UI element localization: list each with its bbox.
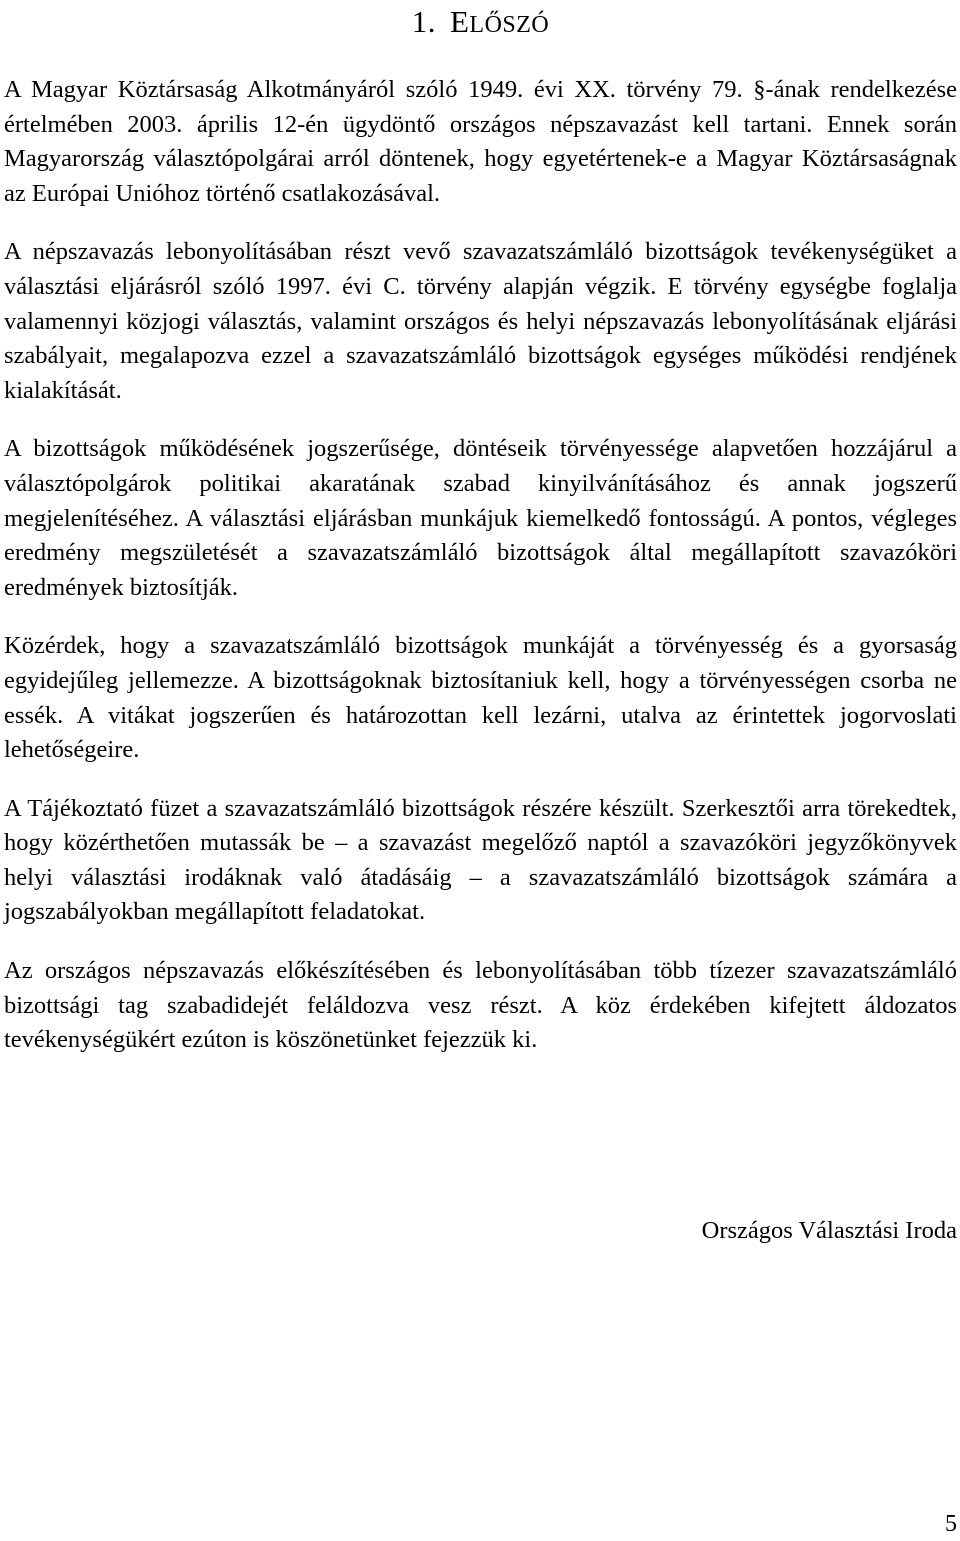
paragraph-5: A Tájékoztató füzet a szavazatszámláló bizottságok részére készült. Szerkesztői arra törekedtek, hogy közérthetően mutassák be – a szavazást megelőző naptól a szavazóköri jegyzőkönyvek helyi választási irodáknak való átadásáig – a szavazatszámláló bizottságok számára a jogszabályokban megállapított feladatokat. xyxy=(4,794,957,926)
section-heading xyxy=(4,0,957,42)
paragraph-3: A bizottságok működésének jogszerűsége, döntéseik törvényessége alapvetően hozzájárul a választópolgárok politikai akaratának szabad kinyilvánításához és annak jogszerű megjelenítéséhez. A választási eljárásban munkájuk kiemelkedő fontosságú. A pontos, végleges eredmény megszületését a szavazatszámláló bizottságok által megállapított szavazóköri eredmények biztosítják. xyxy=(4,435,957,601)
document-page xyxy=(4,0,957,1537)
signature: Országos Választási Iroda xyxy=(701,1217,957,1244)
page-number: 5 xyxy=(945,1511,957,1537)
paragraph-4: Közérdek, hogy a szavazatszámláló bizottságok munkáját a törvényesség és a gyorsaság egyidejűleg jellemezze. A bizottságoknak biztosítaniuk kell, hogy a törvényességen csorba ne essék. A vitákat jogszerűen és határozottan kell lezárni, utalva az érintettek jogorvoslati lehetőségeire. xyxy=(4,632,957,764)
paragraph-6: Az országos népszavazás előkészítésében és lebonyolításában több tízezer szavazatszámláló bizottsági tag szabadidejét feláldozva vesz részt. A köz érdekében kifejtett áldozatos tevékenységükért ezúton is köszönetünket fejezzük ki. xyxy=(4,957,957,1054)
paragraph-1: A Magyar Köztársaság Alkotmányáról szóló 1949. évi XX. törvény 79. §-ának rendelkezése értelmében 2003. április 12-én ügydöntő országos népszavazást kell tartani. Ennek során Magyarország választópolgárai arról döntenek, hogy egyetértenek-e a Magyar Köztársaságnak az Európai Unióhoz történő csatlakozásával. xyxy=(4,76,957,207)
paragraph-2: A népszavazás lebonyolításában részt vevő szavazatszámláló bizottságok tevékenységüket a választási eljárásról szóló 1997. évi C. törvény alapján végzik. E törvény egységbe foglalja valamennyi közjogi választás, valamint országos és helyi népszavazás lebonyolításának eljárási szabályait, megalapozva ezzel a szavazatszámláló bizottságok egységes működési rendjének kialakítását. xyxy=(4,238,957,404)
section-number: 1. xyxy=(411,4,436,39)
section-title-rest: LŐSZÓ xyxy=(469,12,550,38)
section-title-initial: E xyxy=(449,4,470,39)
body-text xyxy=(4,73,957,1082)
